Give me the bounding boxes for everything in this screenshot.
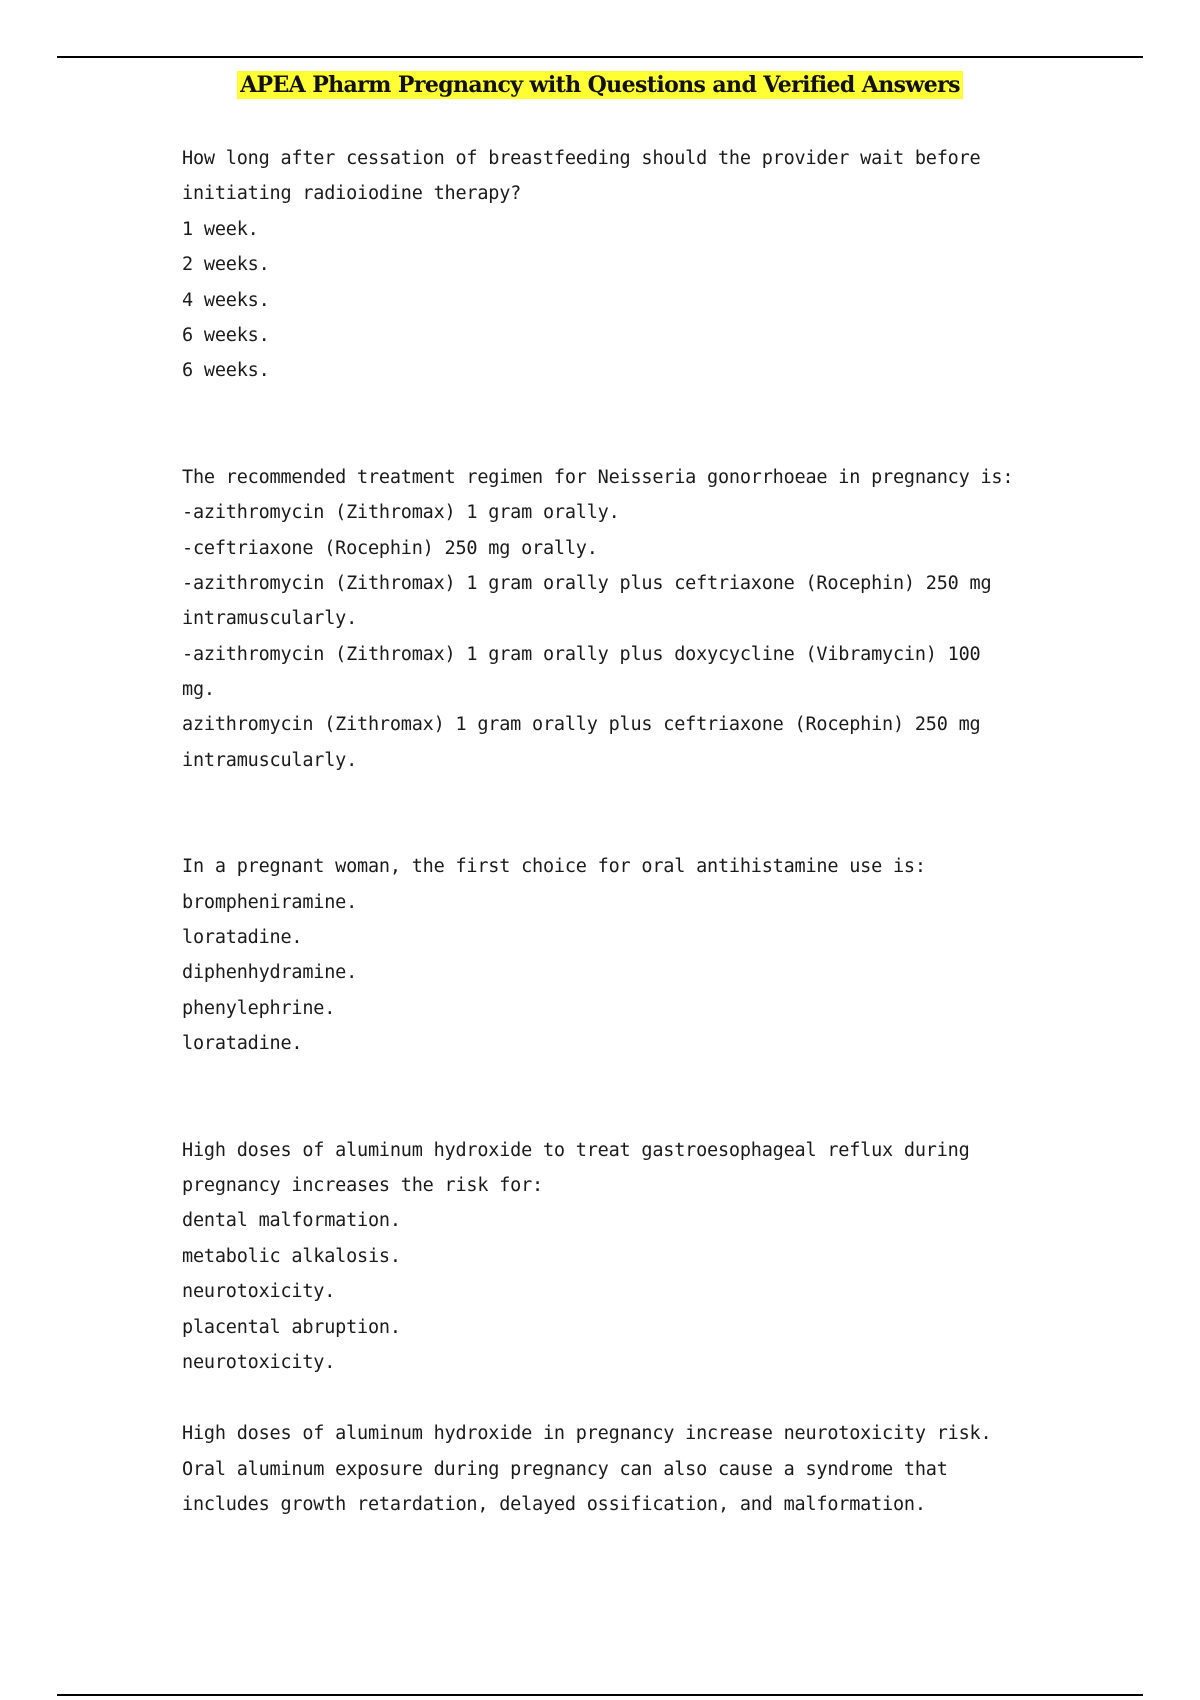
question-block-3 [182,849,1062,1061]
verified-answer: neurotoxicity. [182,1351,336,1373]
verified-answer: azithromycin (Zithromax) 1 gram orally plus ceftriaxone (Rocephin) 250 mg [182,714,981,736]
rationale-text: includes growth retardation, delayed ossification, and malformation. [182,1494,926,1516]
answer-option: 2 weeks. [182,254,270,276]
question-text: High doses of aluminum hydroxide to treat gastroesophageal reflux during [182,1139,970,1161]
answer-option: 6 weeks. [182,324,270,346]
answer-option: brompheniramine. [182,891,358,913]
question-text: The recommended treatment regimen for Neisseria gonorrhoeae in pregnancy is: [182,466,1014,488]
spacer [182,778,1062,849]
spacer [182,1380,1062,1416]
answer-option: -ceftriaxone (Rocephin) 250 mg orally. [182,537,598,559]
question-text: How long after cessation of breastfeeding should the provider wait before [182,148,981,169]
verified-answer: loratadine. [182,1033,303,1055]
rationale-text: High doses of aluminum hydroxide in pregnancy increase neurotoxicity risk. [182,1423,992,1445]
question-text: In a pregnant woman, the first choice for oral antihistamine use is: [182,856,926,878]
bottom-rule [57,1694,1143,1696]
title-wrapper [0,71,1200,99]
question-text: pregnancy increases the risk for: [182,1174,543,1196]
rationale-block [182,1416,1062,1522]
verified-answer: 6 weeks. [182,360,270,382]
answer-option: diphenhydramine. [182,962,358,984]
answer-option: intramuscularly. [182,608,358,630]
answer-option: 1 week. [182,218,259,240]
answer-option: loratadine. [182,927,303,949]
answer-option: placental abruption. [182,1316,401,1338]
answer-option: -azithromycin (Zithromax) 1 gram orally plus ceftriaxone (Rocephin) 250 mg [182,572,992,594]
answer-option: phenylephrine. [182,997,336,1019]
rationale-text: Oral aluminum exposure during pregnancy can also cause a syndrome that [182,1458,948,1480]
document-title: APEA Pharm Pregnancy with Questions and Verified Answers [237,71,963,99]
question-text: initiating radioiodine therapy? [182,183,522,205]
question-block-1 [182,141,1062,389]
answer-option: 4 weeks. [182,289,270,311]
answer-option: mg. [182,679,215,701]
answer-option: -azithromycin (Zithromax) 1 gram orally. [182,502,620,524]
answer-option: metabolic alkalosis. [182,1245,401,1267]
answer-option: dental malformation. [182,1210,401,1232]
spacer [182,389,1062,460]
answer-option: -azithromycin (Zithromax) 1 gram orally plus doxycycline (Vibramycin) 100 [182,643,981,665]
document-body [182,141,1062,1523]
verified-answer: intramuscularly. [182,749,358,771]
answer-option: neurotoxicity. [182,1281,336,1303]
question-block-2 [182,460,1062,779]
top-rule [57,56,1143,58]
question-block-4 [182,1133,1062,1381]
spacer [182,1062,1062,1133]
